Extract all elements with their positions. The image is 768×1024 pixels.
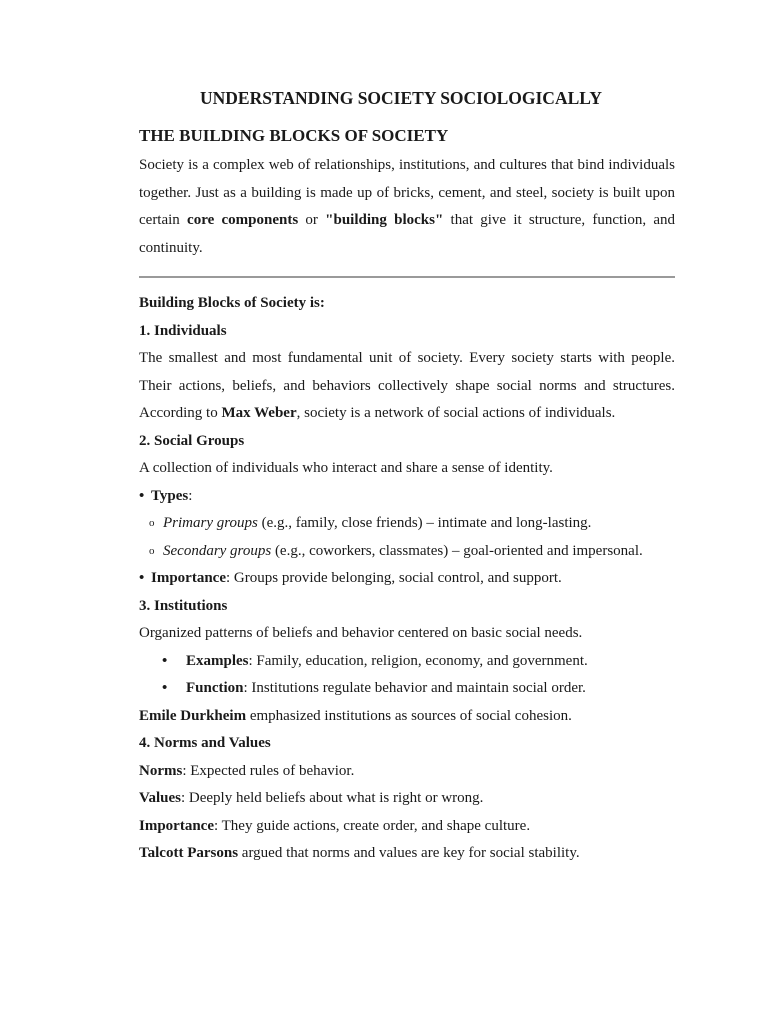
social-groups-text: A collection of individuals who interact and share a sense of identity. <box>139 460 553 476</box>
function-text: : Institutions regulate behavior and maintain social order. <box>243 680 586 696</box>
bullet-icon: • <box>162 680 168 696</box>
norms-label: Norms <box>139 762 183 779</box>
values-text: : Deeply held beliefs about what is right or wrong. <box>180 790 484 806</box>
examples-text: : Family, education, religion, economy, and government. <box>248 652 588 669</box>
primary-groups-text: (e.g., family, close friends) – intimate and long-lasting. <box>257 515 592 531</box>
durkheim-line <box>139 703 675 731</box>
secondary-groups-label: Secondary groups <box>163 542 272 559</box>
document-title: UNDERSTANDING SOCIETY SOCIOLOGICALLY <box>200 88 602 108</box>
intro-text-2: or <box>298 212 326 228</box>
function-label: Function <box>186 680 244 696</box>
blocks-heading: Building Blocks of Society is: <box>139 295 325 311</box>
individuals-paragraph <box>139 345 675 428</box>
intro-bold-building-blocks: "building blocks" <box>325 212 444 228</box>
durkheim-text: emphasized institutions as sources of social cohesion. <box>246 707 572 724</box>
intro-bold-core-components: core components <box>187 212 299 228</box>
social-groups-heading: 2. Social Groups <box>139 432 245 449</box>
types-bullet-item <box>139 483 675 511</box>
institutions-text: Organized patterns of beliefs and behavior centered on basic social needs. <box>139 625 583 641</box>
values-line <box>139 785 675 813</box>
importance-label: Importance <box>151 570 226 586</box>
values-label: Values <box>139 790 181 806</box>
types-suffix: : <box>188 487 193 504</box>
examples-bullet-item <box>139 648 675 676</box>
sub-bullet-icon: o <box>149 544 155 557</box>
secondary-groups-text: (e.g., coworkers, classmates) – goal-oriented and impersonal. <box>271 542 643 559</box>
individuals-text-2: , society is a network of social actions of individuals. <box>296 405 616 421</box>
importance-text: : Groups provide belonging, social control, and support. <box>226 570 562 586</box>
primary-groups-label: Primary groups <box>163 515 258 531</box>
secondary-groups-item <box>139 538 675 566</box>
parsons-name: Talcott Parsons <box>139 845 239 861</box>
bullet-icon: • <box>139 570 145 586</box>
individuals-bold-max-weber: Max Weber <box>221 405 297 421</box>
bullet-icon: • <box>139 487 145 504</box>
norms-line <box>139 758 675 786</box>
intro-paragraph <box>139 152 675 262</box>
importance-bullet-item <box>139 565 675 593</box>
horizontal-divider <box>139 276 675 278</box>
individuals-text-1: The smallest and most fundamental unit of society. Every society starts with people. Their actions, beliefs, and behaviors collectively shape social norms and structures. According to <box>139 350 675 421</box>
parsons-text: argued that norms and values are key for social stability. <box>238 845 580 861</box>
types-label: Types <box>151 487 189 504</box>
individuals-heading: 1. Individuals <box>139 322 227 339</box>
norms-importance-text: : They guide actions, create order, and shape culture. <box>214 817 531 834</box>
function-bullet-item <box>139 675 675 703</box>
document-body <box>139 86 675 868</box>
intro-text-1: Society is a complex web of relationships, institutions, and cultures that bind individuals together. Just as a building is made up of bricks, cement, and steel, society is built upon certain <box>139 157 675 228</box>
intro-text-3: that give it structure, function, and continuity. <box>139 212 676 256</box>
norms-text: : Expected rules of behavior. <box>182 762 355 779</box>
bullet-icon: • <box>162 652 168 669</box>
durkheim-name: Emile Durkheim <box>139 707 247 724</box>
examples-label: Examples <box>186 652 249 669</box>
norms-values-heading: 4. Norms and Values <box>139 735 271 751</box>
sub-bullet-icon: o <box>149 517 155 529</box>
parsons-line <box>139 840 675 868</box>
institutions-heading: 3. Institutions <box>139 597 228 614</box>
primary-groups-item <box>139 510 675 538</box>
norms-importance-label: Importance <box>139 817 214 834</box>
norms-importance-line <box>139 813 675 841</box>
section-heading: THE BUILDING BLOCKS OF SOCIETY <box>139 126 449 145</box>
